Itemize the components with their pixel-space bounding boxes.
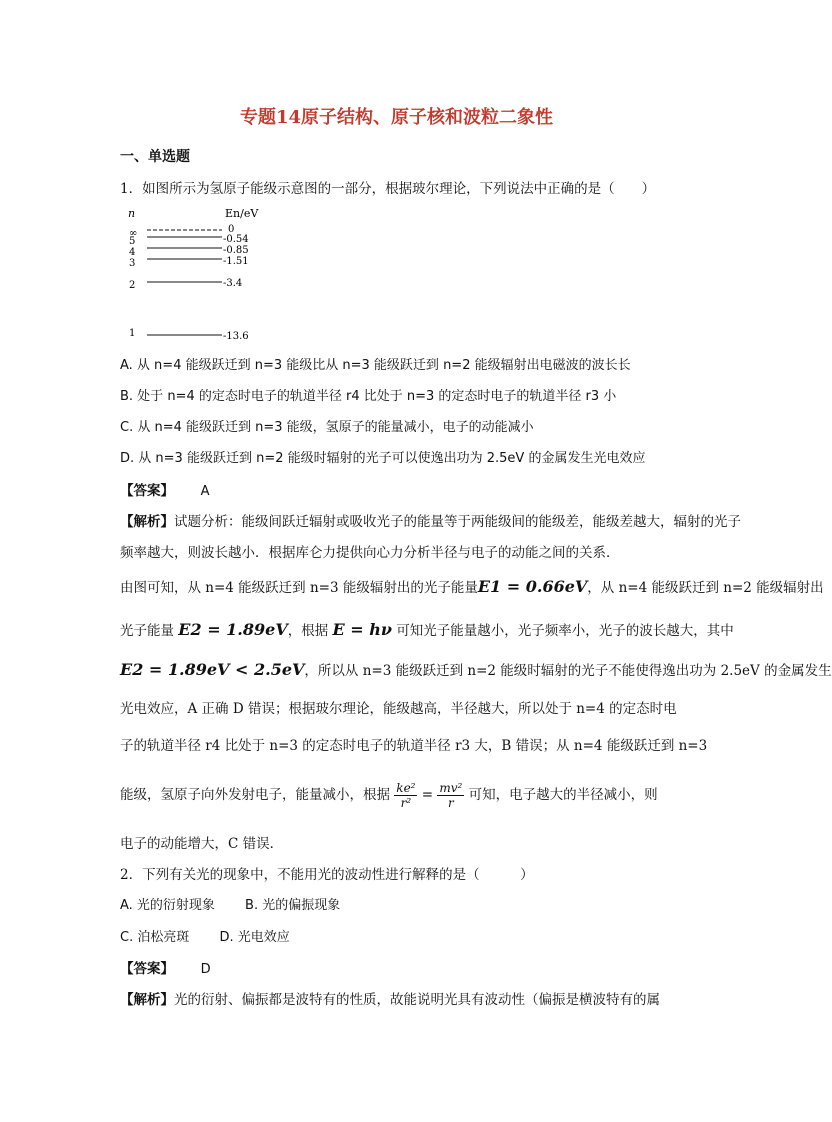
level-e-5: -0.54: [223, 234, 249, 245]
analysis-text: 能级，氢原子向外发射电子，能量减小，根据: [120, 787, 390, 803]
analysis-text: 可知，电子越大的半径减小，则: [468, 787, 658, 803]
section-heading: 一、单选题: [120, 149, 190, 165]
formula-e2: E2 = 1.89eV: [178, 620, 288, 639]
q2-options-row-2: C. 泊松亮斑 D. 光电效应: [120, 930, 290, 945]
answer-value: D: [200, 962, 211, 977]
analysis-line-3: [120, 576, 824, 596]
analysis-text: ，根据: [287, 623, 329, 639]
analysis-text: 可知光子能量越小，光子频率小，光子的波长越大，其中: [396, 623, 734, 639]
formula-e1: E1 = 0.66eV: [477, 577, 588, 596]
level-e-inf: 0: [228, 224, 235, 235]
option-a: A. 从 n=4 能级跃迁到 n=3 能级比从 n=3 能级跃迁到 n=2 能级辐射出电磁波的波长长: [120, 358, 631, 373]
option-b: B. 处于 n=4 的定态时电子的轨道半径 r4 比处于 n=3 的定态时电子的轨道半径 r3 小: [120, 389, 617, 404]
analysis-line-8: 能级，氢原子向外发射电子，能量减小，根据 $\frac{\text{ke²}}{\text{r²}}$ = $\frac{\text{mv²}}{r}$ 可知，电子越大的半径减小，则: [120, 781, 658, 810]
analysis-text: ，从 n=4 能级跃迁到 n=2 能级辐射出: [587, 580, 824, 596]
analysis-label: 【解析】: [120, 514, 174, 530]
level-n-inf: ∞: [129, 228, 138, 239]
answer-value: A: [200, 484, 210, 499]
level-n-2: 2: [129, 280, 136, 291]
analysis-line-7: 子的轨道半径 r4 比处于 n=3 的定态时电子的轨道半径 r3 大，B 错误；从 n=4 能级跃迁到 n=3: [120, 738, 708, 754]
analysis-line-9: 电子的动能增大，C 错误．: [120, 836, 284, 852]
analysis-text: 由图可知，从 n=4 能级跃迁到 n=3 能级辐射出的光子能量: [120, 580, 478, 596]
level-e-2: -3.4: [223, 278, 243, 289]
option-c: C. 从 n=4 能级跃迁到 n=3 能级，氢原子的能量减小，电子的动能减小: [120, 420, 534, 435]
analysis-line-1: [120, 510, 741, 530]
answer-2: [120, 957, 211, 977]
level-n-3: 3: [129, 258, 136, 269]
level-n-5: 5: [129, 236, 136, 247]
analysis-text: 试题分析：能级间跃迁辐射或吸收光子的能量等于两能级间的能级差，能级差越大，辐射的光子: [174, 514, 741, 530]
level-e-4: -0.85: [223, 245, 249, 256]
analysis-text: ，所以从 n=3 能级跃迁到 n=2 能级时辐射的光子不能使得逸出功为 2.5eV 的金属发生: [304, 663, 832, 679]
level-e-1: -13.6: [223, 331, 249, 342]
level-n-1: 1: [129, 328, 136, 339]
diagram-n-label: n: [128, 207, 136, 220]
level-n-4: 4: [129, 247, 136, 258]
analysis-line-5: [120, 659, 832, 679]
q2-analysis: [120, 988, 660, 1008]
answer-1: [120, 479, 210, 499]
analysis-line-4: [120, 619, 734, 639]
question-1-stem: 1．如图所示为氢原子能级示意图的一部分，根据玻尔理论，下列说法中正确的是（ ）: [120, 181, 656, 197]
analysis-label: 【解析】: [120, 992, 174, 1008]
question-2-stem: 2．下列有关光的现象中，不能用光的波动性进行解释的是（ ）: [120, 867, 534, 883]
analysis-line-6: 光电效应，A 正确 D 错误；根据玻尔理论，能级越高，半径越大，所以处于 n=4 的定态时电: [120, 701, 677, 717]
formula-coulomb-right: $\frac{\text{mv²}}{r}$: [439, 781, 463, 810]
analysis-line-2: 频率越大，则波长越小．根据库仑力提供向心力分析半径与电子的动能之间的关系．: [120, 545, 620, 561]
answer-label: 【答案】: [120, 483, 174, 499]
level-e-3: -1.51: [223, 256, 249, 267]
diagram-energy-label: En/eV: [225, 207, 259, 220]
formula-ehv: E = hν: [332, 620, 393, 639]
page-title: 专题14原子结构、原子核和波粒二象性: [239, 107, 554, 128]
formula-coulomb-left: $\frac{\text{ke²}}{\text{r²}}$: [396, 781, 416, 810]
formula-e2-compare: E2 = 1.89eV < 2.5eV: [120, 660, 305, 679]
energy-level-diagram: [122, 200, 262, 345]
option-d: D. 从 n=3 能级跃迁到 n=2 能级时辐射的光子可以使逸出功为 2.5eV 的金属发生光电效应: [120, 451, 646, 466]
q2-options-row-1: A. 光的衍射现象 B. 光的偏振现象: [120, 898, 341, 913]
analysis-text: 光子能量: [120, 623, 174, 639]
analysis-text: 光的衍射、偏振都是波特有的性质，故能说明光具有波动性（偏振是横波特有的属: [174, 992, 660, 1008]
answer-label: 【答案】: [120, 961, 174, 977]
